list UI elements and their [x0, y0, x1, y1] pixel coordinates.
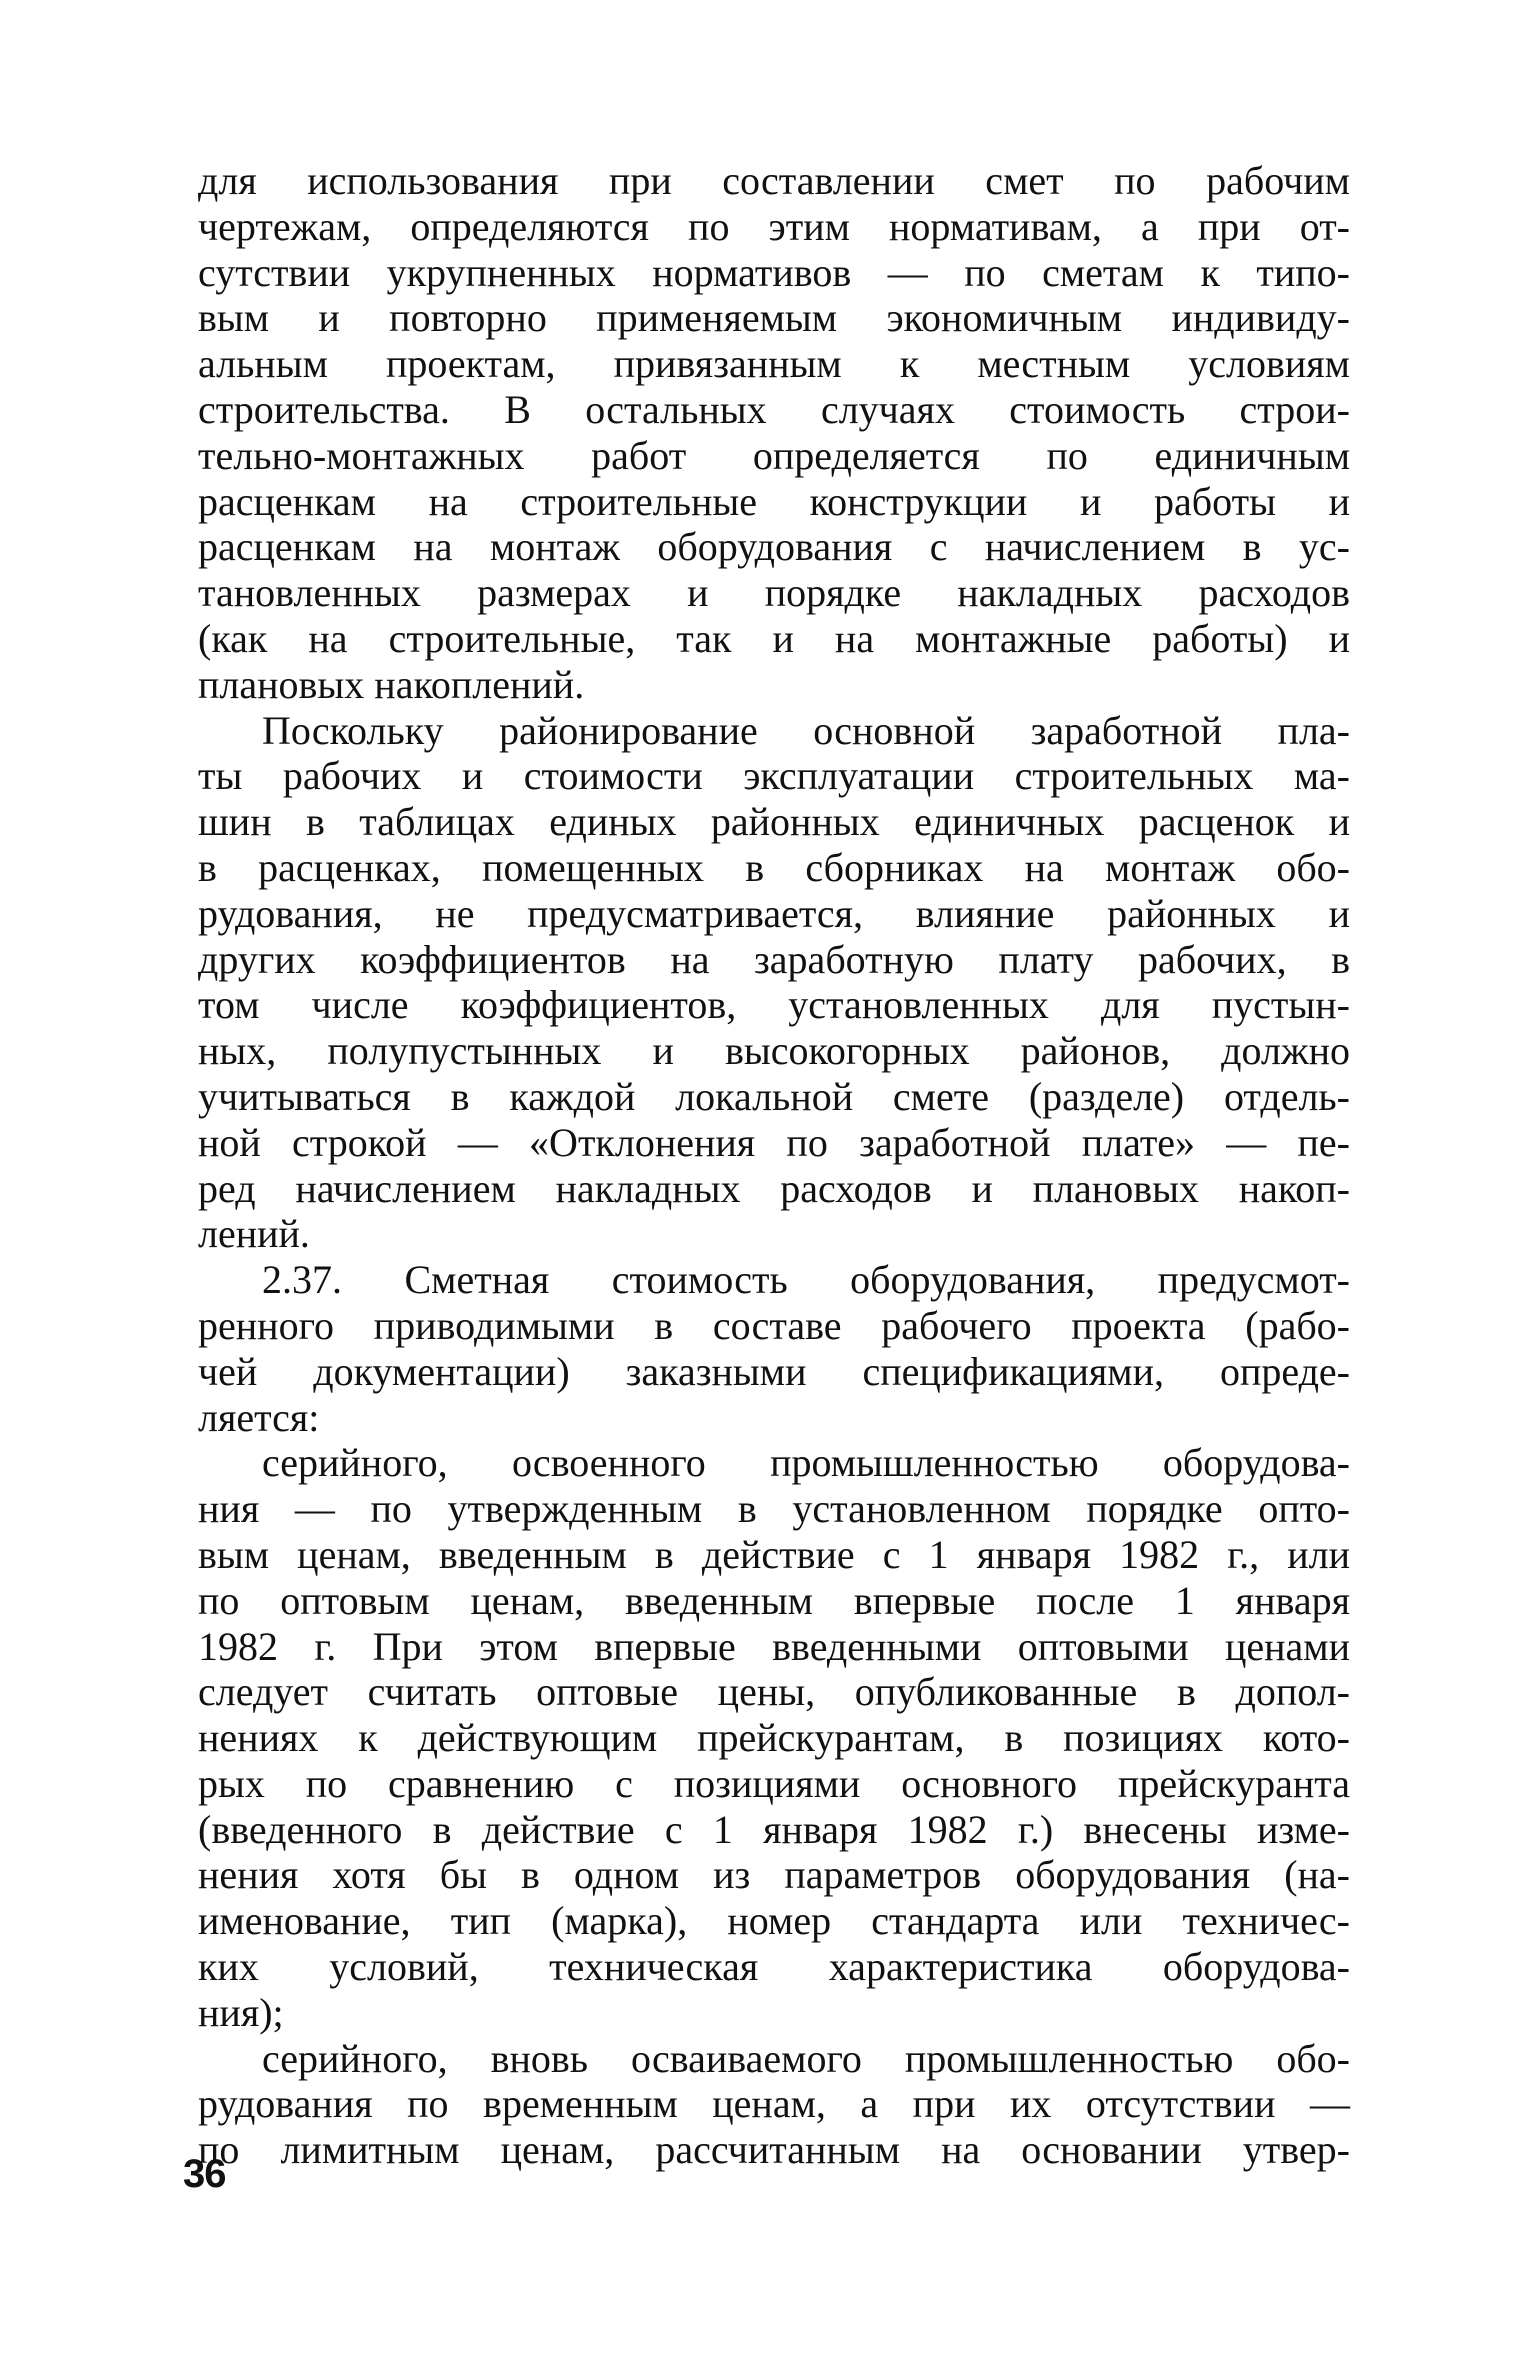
text-line: ких условий, техническая характеристика оборудова-: [198, 1944, 1350, 1990]
text-line: 2.37. Сметная стоимость оборудования, предусмот-: [262, 1257, 1350, 1303]
text-line: ния — по утвержденным в установленном порядке опто-: [198, 1486, 1350, 1532]
text-line: строительства. В остальных случаях стоимость строи-: [198, 386, 1350, 432]
text-line: 1982 г. При этом впервые введенными оптовыми ценами: [198, 1623, 1350, 1669]
text-line: рудования по временным ценам, а при их отсутствии —: [198, 2081, 1350, 2127]
text-line: альным проектам, привязанным к местным условиям: [198, 341, 1350, 387]
text-line: по лимитным ценам, рассчитанным на основании утвер-: [198, 2127, 1350, 2173]
text-line: серийного, вновь осваиваемого промышленностью обо-: [262, 2035, 1350, 2081]
text-line: следует считать оптовые цены, опубликованные в допол-: [198, 1669, 1350, 1715]
text-line: рудования, не предусматривается, влияние районных и: [198, 890, 1350, 936]
text-line: нениях к действующим прейскурантам, в позициях кото-: [198, 1715, 1350, 1761]
text-line: ния);: [198, 1989, 284, 2035]
text-line: ных, полупустынных и высокогорных районов, должно: [198, 1028, 1350, 1074]
page-number: 36: [183, 2152, 226, 2196]
text-line: расценкам на строительные конструкции и работы и: [198, 478, 1350, 524]
text-line: шин в таблицах единых районных единичных расценок и: [198, 799, 1350, 845]
text-line: вым ценам, введенным в действие с 1 января 1982 г., или: [198, 1531, 1350, 1577]
text-line: ной строкой — «Отклонения по заработной плате» — пе-: [198, 1119, 1350, 1165]
text-line: лений.: [198, 1211, 310, 1257]
text-line: расценкам на монтаж оборудования с начислением в ус-: [198, 524, 1350, 570]
text-line: Поскольку районирование основной заработной пла-: [262, 707, 1350, 753]
text-line: для использования при составлении смет по рабочим: [198, 158, 1350, 203]
text-line: ренного приводимыми в составе рабочего проекта (рабо-: [198, 1302, 1350, 1348]
text-line: (введенного в действие с 1 января 1982 г.) внесены изме-: [198, 1806, 1350, 1852]
text-line: в расценках, помещенных в сборниках на монтаж обо-: [198, 844, 1350, 890]
text-line: сутствии укрупненных нормативов — по сметам к типо-: [198, 249, 1350, 295]
text-line: чертежам, определяются по этим нормативам, а при от-: [198, 203, 1350, 249]
page-text: [198, 158, 1350, 2173]
text-line: ты рабочих и стоимости эксплуатации строительных ма-: [198, 753, 1350, 799]
text-line: нения хотя бы в одном из параметров оборудования (на-: [198, 1852, 1350, 1898]
text-line: других коэффициентов на заработную плату рабочих, в: [198, 936, 1350, 982]
text-line: ляется:: [198, 1394, 320, 1440]
text-line: чей документации) заказными спецификациями, опреде-: [198, 1348, 1350, 1394]
text-line: тановленных размерах и порядке накладных расходов: [198, 570, 1350, 616]
text-line: (как на строительные, так и на монтажные работы) и: [198, 615, 1350, 661]
text-line: учитываться в каждой локальной смете (разделе) отдель-: [198, 1073, 1350, 1119]
text-line: по оптовым ценам, введенным впервые после 1 января: [198, 1577, 1350, 1623]
text-line: ред начислением накладных расходов и плановых накоп-: [198, 1165, 1350, 1211]
text-line: серийного, освоенного промышленностью оборудова-: [262, 1440, 1350, 1486]
text-line: рых по сравнению с позициями основного прейскуранта: [198, 1760, 1350, 1806]
text-line: том числе коэффициентов, установленных для пустын-: [198, 982, 1350, 1028]
text-line: плановых накоплений.: [198, 661, 585, 707]
text-line: тельно-монтажных работ определяется по единичным: [198, 432, 1350, 478]
text-line: именование, тип (марка), номер стандарта или техничес-: [198, 1898, 1350, 1944]
text-line: вым и повторно применяемым экономичным индивиду-: [198, 295, 1350, 341]
